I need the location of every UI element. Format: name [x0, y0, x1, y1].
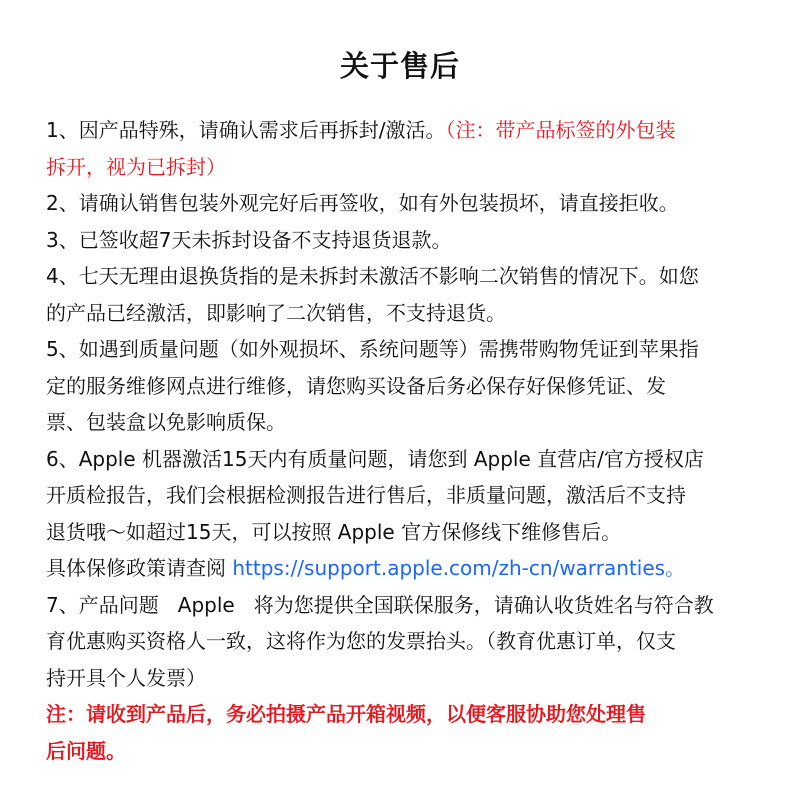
warranty-link[interactable]: https://support.apple.com/zh-cn/warranties。 — [232, 556, 686, 580]
item-5-line-2: 定的服务维修网点进行维修，请您购买设备后务必保存好保修凭证、发 — [46, 373, 666, 398]
policy-line — [46, 550, 758, 587]
item-1-text: 1、因产品特殊，请确认需求后再拆封/激活。 — [46, 118, 446, 142]
item-1-red-note: （注：带产品标签的外包装 — [445, 118, 676, 142]
item-2: 2、请确认销售包装外观完好后再签收，如有外包装损坏，请直接拒收。 — [46, 191, 679, 215]
red-note-line-2: 后问题。 — [46, 738, 126, 763]
item-1-line-2: 拆开，视为已拆封） — [46, 154, 226, 179]
item-5-line-3: 票、包装盒以免影响质保。 — [46, 410, 286, 434]
notice-body — [46, 112, 758, 769]
item-4-line-1: 4、七天无理由退换货指的是未拆封未激活不影响二次销售的情况下。如您 — [46, 264, 699, 288]
item-7-line-2: 育优惠购买资格人一致，这将作为您的发票抬头。（教育优惠订单，仅支 — [46, 629, 676, 653]
item-3: 3、已签收超7天未拆封设备不支持退货退款。 — [46, 227, 452, 252]
item-4-line-2: 的产品已经激活，即影响了二次销售，不支持退货。 — [46, 300, 506, 325]
red-note-line-1: 注：请收到产品后，务必拍摄产品开箱视频，以便客服协助您处理售 — [46, 702, 646, 726]
item-5-line-1: 5、如遇到质量问题（如外观损坏、系统问题等）需携带购物凭证到苹果指 — [46, 337, 699, 361]
policy-label: 具体保修政策请查阅 — [46, 556, 233, 580]
item-7-line-3: 持开具个人发票） — [46, 665, 206, 690]
page-title: 关于售后 — [339, 49, 460, 83]
item-7-line-1: 7、产品问题 Apple 将为您提供全国联保服务，请确认收货姓名与符合教 — [46, 592, 714, 617]
item-6-line-1: 6、Apple 机器激活15天内有质量问题，请您到 Apple 直营店/官方授权店 — [46, 446, 704, 471]
item-1-line-1 — [46, 112, 758, 149]
item-6-line-2: 开质检报告，我们会根据检测报告进行售后，非质量问题，激活后不支持 — [46, 483, 686, 507]
item-6-line-3: 退货哦～如超过15天，可以按照 Apple 官方保修线下维修售后。 — [46, 519, 622, 544]
